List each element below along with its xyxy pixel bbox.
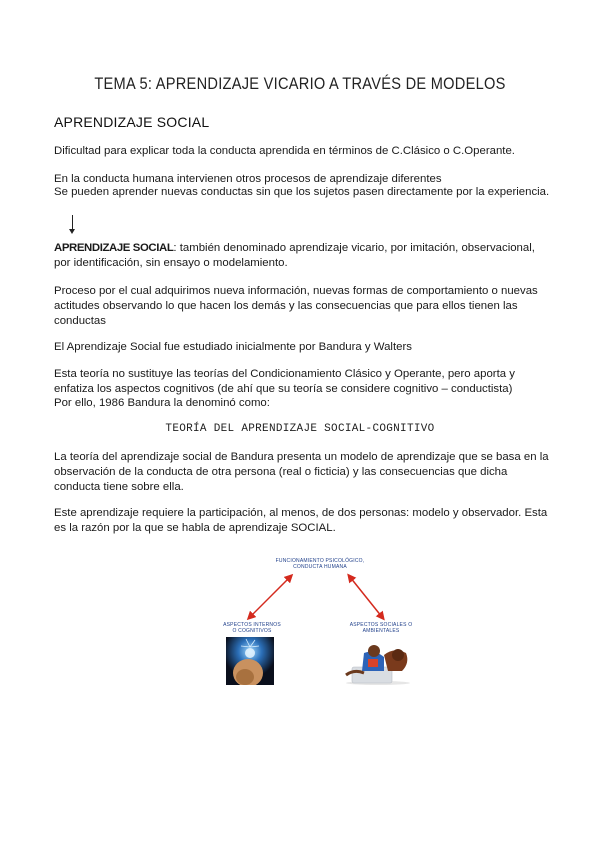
- paragraph-two-persons: Este aprendizaje requiere la participación, al menos, de dos personas: modelo y observador. Esta es la razón por la que se habla de aprendizaje SOCIAL.: [54, 507, 548, 534]
- term-aprendizaje-social: APRENDIZAJE SOCIAL: [54, 242, 174, 254]
- paragraph-denomination: Por ello, 1986 Bandura la denominó como:: [54, 397, 270, 409]
- triadic-diagram: [220, 555, 450, 695]
- head-brain-image: [226, 637, 274, 685]
- section-heading: APRENDIZAJE SOCIAL: [54, 114, 210, 130]
- diagram-right-label-line2: AMBIENTALES: [362, 628, 400, 634]
- paragraph-process: Proceso por el cual adquirimos nueva información, nuevas formas de comportamiento o nuevas actitudes observando lo que hacen los demás y las consecuencias que para ellos tienen las conductas: [54, 285, 538, 327]
- page-title: TEMA 5: APRENDIZAJE VICARIO A TRAVÉS DE MODELOS: [94, 74, 506, 93]
- paragraph-theory-support: Esta teoría no sustituye las teorías del Condicionamiento Clásico y Operante, pero aporta y enfatiza los aspectos cognitivos (de ahí que su teoría se considere cognitivo – conductista): [54, 368, 515, 395]
- down-arrow-icon: [72, 215, 73, 231]
- paragraph-other-processes: En la conducta humana intervienen otros procesos de aprendizaje diferentes: [54, 173, 442, 185]
- arrow-right-icon: [350, 577, 382, 617]
- diagram-left-label: [222, 622, 282, 634]
- diagram-left-label-line1: ASPECTOS INTERNOS: [223, 622, 281, 628]
- people-laptop-image: [344, 641, 412, 685]
- theory-name: TEORÍA DEL APRENDIZAJE SOCIAL-COGNITIVO: [165, 423, 435, 435]
- diagram-right-label-line1: ASPECTOS SOCIALES O: [349, 622, 413, 628]
- definition-text: : también denominado aprendizaje vicario, por imitación, observacional, por identificación, sin ensayo o modelamiento.: [54, 242, 535, 269]
- diagram-left-label-line2: O COGNITIVOS: [232, 628, 272, 634]
- paragraph-difficulty: Dificultad para explicar toda la conducta aprendida en términos de C.Clásico o C.Operante.: [54, 145, 515, 157]
- paragraph-definition: [54, 241, 554, 271]
- paragraph-learn-without-experience: Se pueden aprender nuevas conductas sin que los sujetos pasen directamente por la experiencia.: [54, 186, 550, 198]
- paragraph-bandura-model: La teoría del aprendizaje social de Bandura presenta un modelo de aprendizaje que se basa en la observación de la conducta de otra persona (real o ficticia) y las consecuencias que dicha conducta tiene sobre ella.: [54, 451, 549, 493]
- diagram-top-label-line1: FUNCIONAMIENTO PSICOLÓGICO,: [275, 558, 365, 564]
- diagram-right-label: [347, 622, 415, 634]
- paragraph-bandura-walters: El Aprendizaje Social fue estudiado inicialmente por Bandura y Walters: [54, 341, 412, 353]
- diagram-top-label-line2: CONDUCTA HUMANA: [293, 564, 347, 570]
- arrow-left-icon: [250, 577, 290, 617]
